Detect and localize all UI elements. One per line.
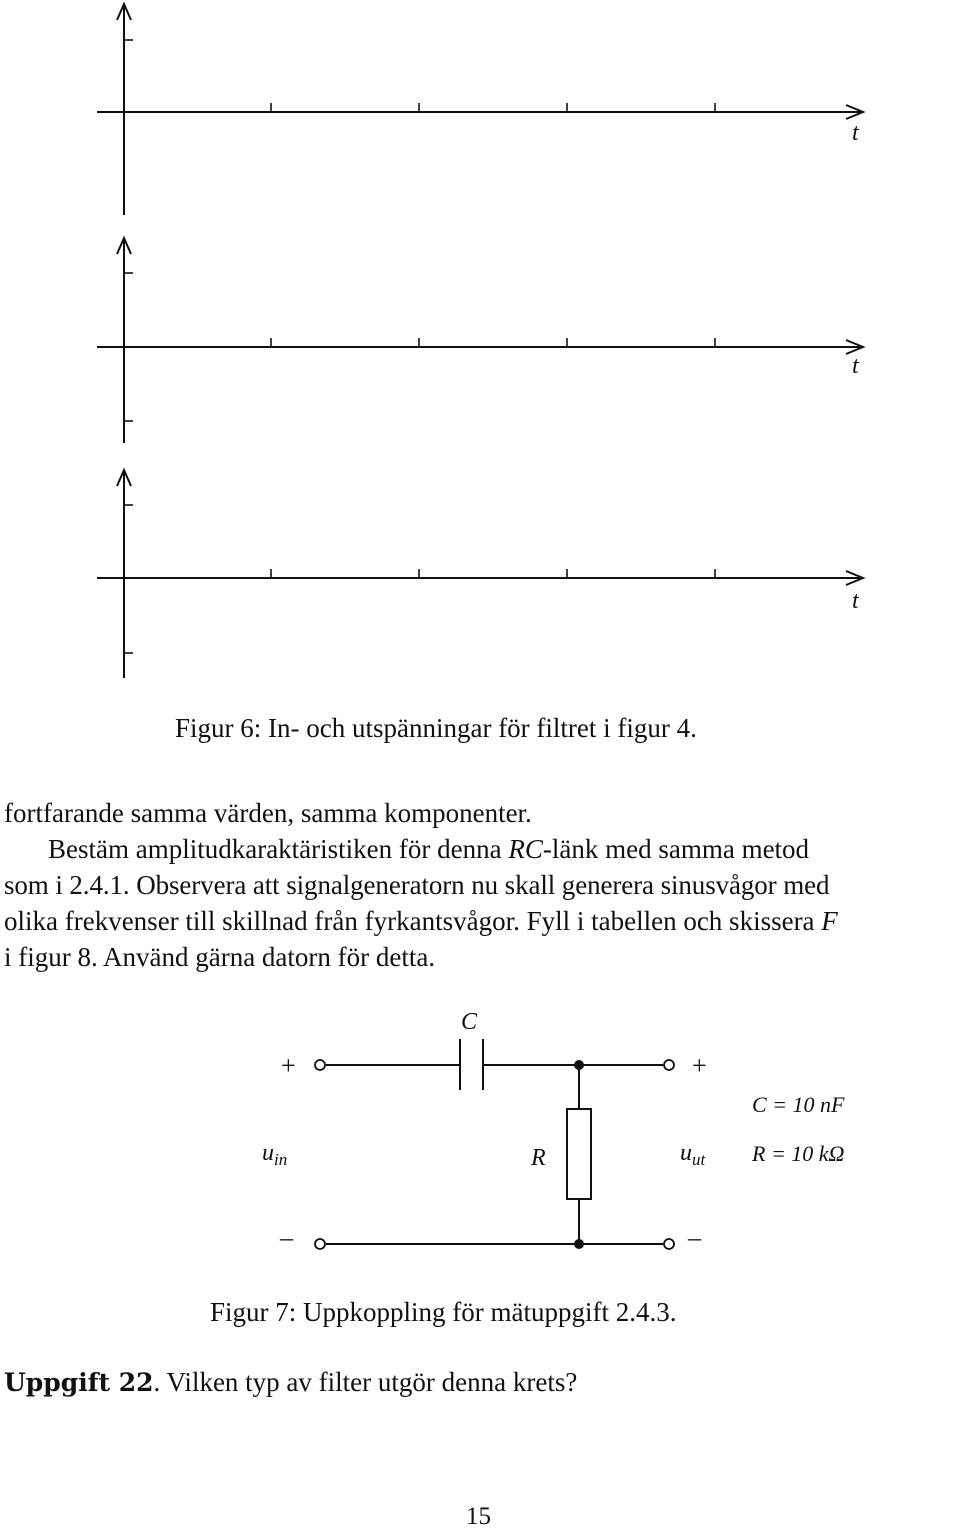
resistor-label: R xyxy=(531,1145,546,1171)
figure7-caption: Figur 7: Uppkoppling för mätuppgift 2.4.3. xyxy=(210,1297,677,1327)
terminal-out-plus xyxy=(664,1060,674,1070)
paragraph-line-5: i figur 8. Använd gärna datorn för detta. xyxy=(4,942,436,972)
axis2-x-label: t xyxy=(852,353,859,379)
figure6-caption: Figur 6: In- och utspänningar för filtret i figur 4. xyxy=(175,713,697,743)
u-ut-label: $u_{ut}$ xyxy=(680,1140,706,1169)
junction-top xyxy=(574,1060,584,1070)
task-label: Uppgift 22 xyxy=(4,1368,154,1397)
output-plus-label: + xyxy=(692,1051,707,1080)
task-line xyxy=(4,1365,577,1400)
paragraph-line-3: som i 2.4.1. Observera att signalgeneratorn nu skall generera sinusvågor med xyxy=(4,870,830,900)
paragraph-line-1: fortfarande samma värden, samma komponenter. xyxy=(4,798,532,828)
capacitor-label: C xyxy=(461,1009,478,1035)
terminal-in-plus xyxy=(315,1060,325,1070)
axis1-x-label: t xyxy=(852,120,859,146)
c-value-label: C = 10 nF xyxy=(752,1092,845,1117)
input-plus-label: + xyxy=(281,1051,296,1080)
task-text: . Vilken typ av filter utgör denna krets? xyxy=(153,1367,578,1397)
page-number: 15 xyxy=(466,1503,491,1530)
input-minus-label: – xyxy=(280,1223,293,1252)
output-minus-label: – xyxy=(688,1223,701,1252)
paragraph-line-2: Bestäm amplitudkaraktäristiken för denna RC-länk med samma metod xyxy=(48,834,810,864)
paragraph-line-4: olika frekvenser till skillnad från fyrkantsvågor. Fyll i tabellen och skissera F xyxy=(4,906,838,936)
r-value-label: R = 10 kΩ xyxy=(752,1141,845,1166)
terminal-in-minus xyxy=(315,1239,325,1249)
junction-bottom xyxy=(574,1239,584,1249)
terminal-out-minus xyxy=(664,1239,674,1249)
resistor-body xyxy=(567,1109,591,1199)
u-in-label: $u_{in}$ xyxy=(262,1140,288,1169)
axis3-x-label: t xyxy=(852,588,859,614)
